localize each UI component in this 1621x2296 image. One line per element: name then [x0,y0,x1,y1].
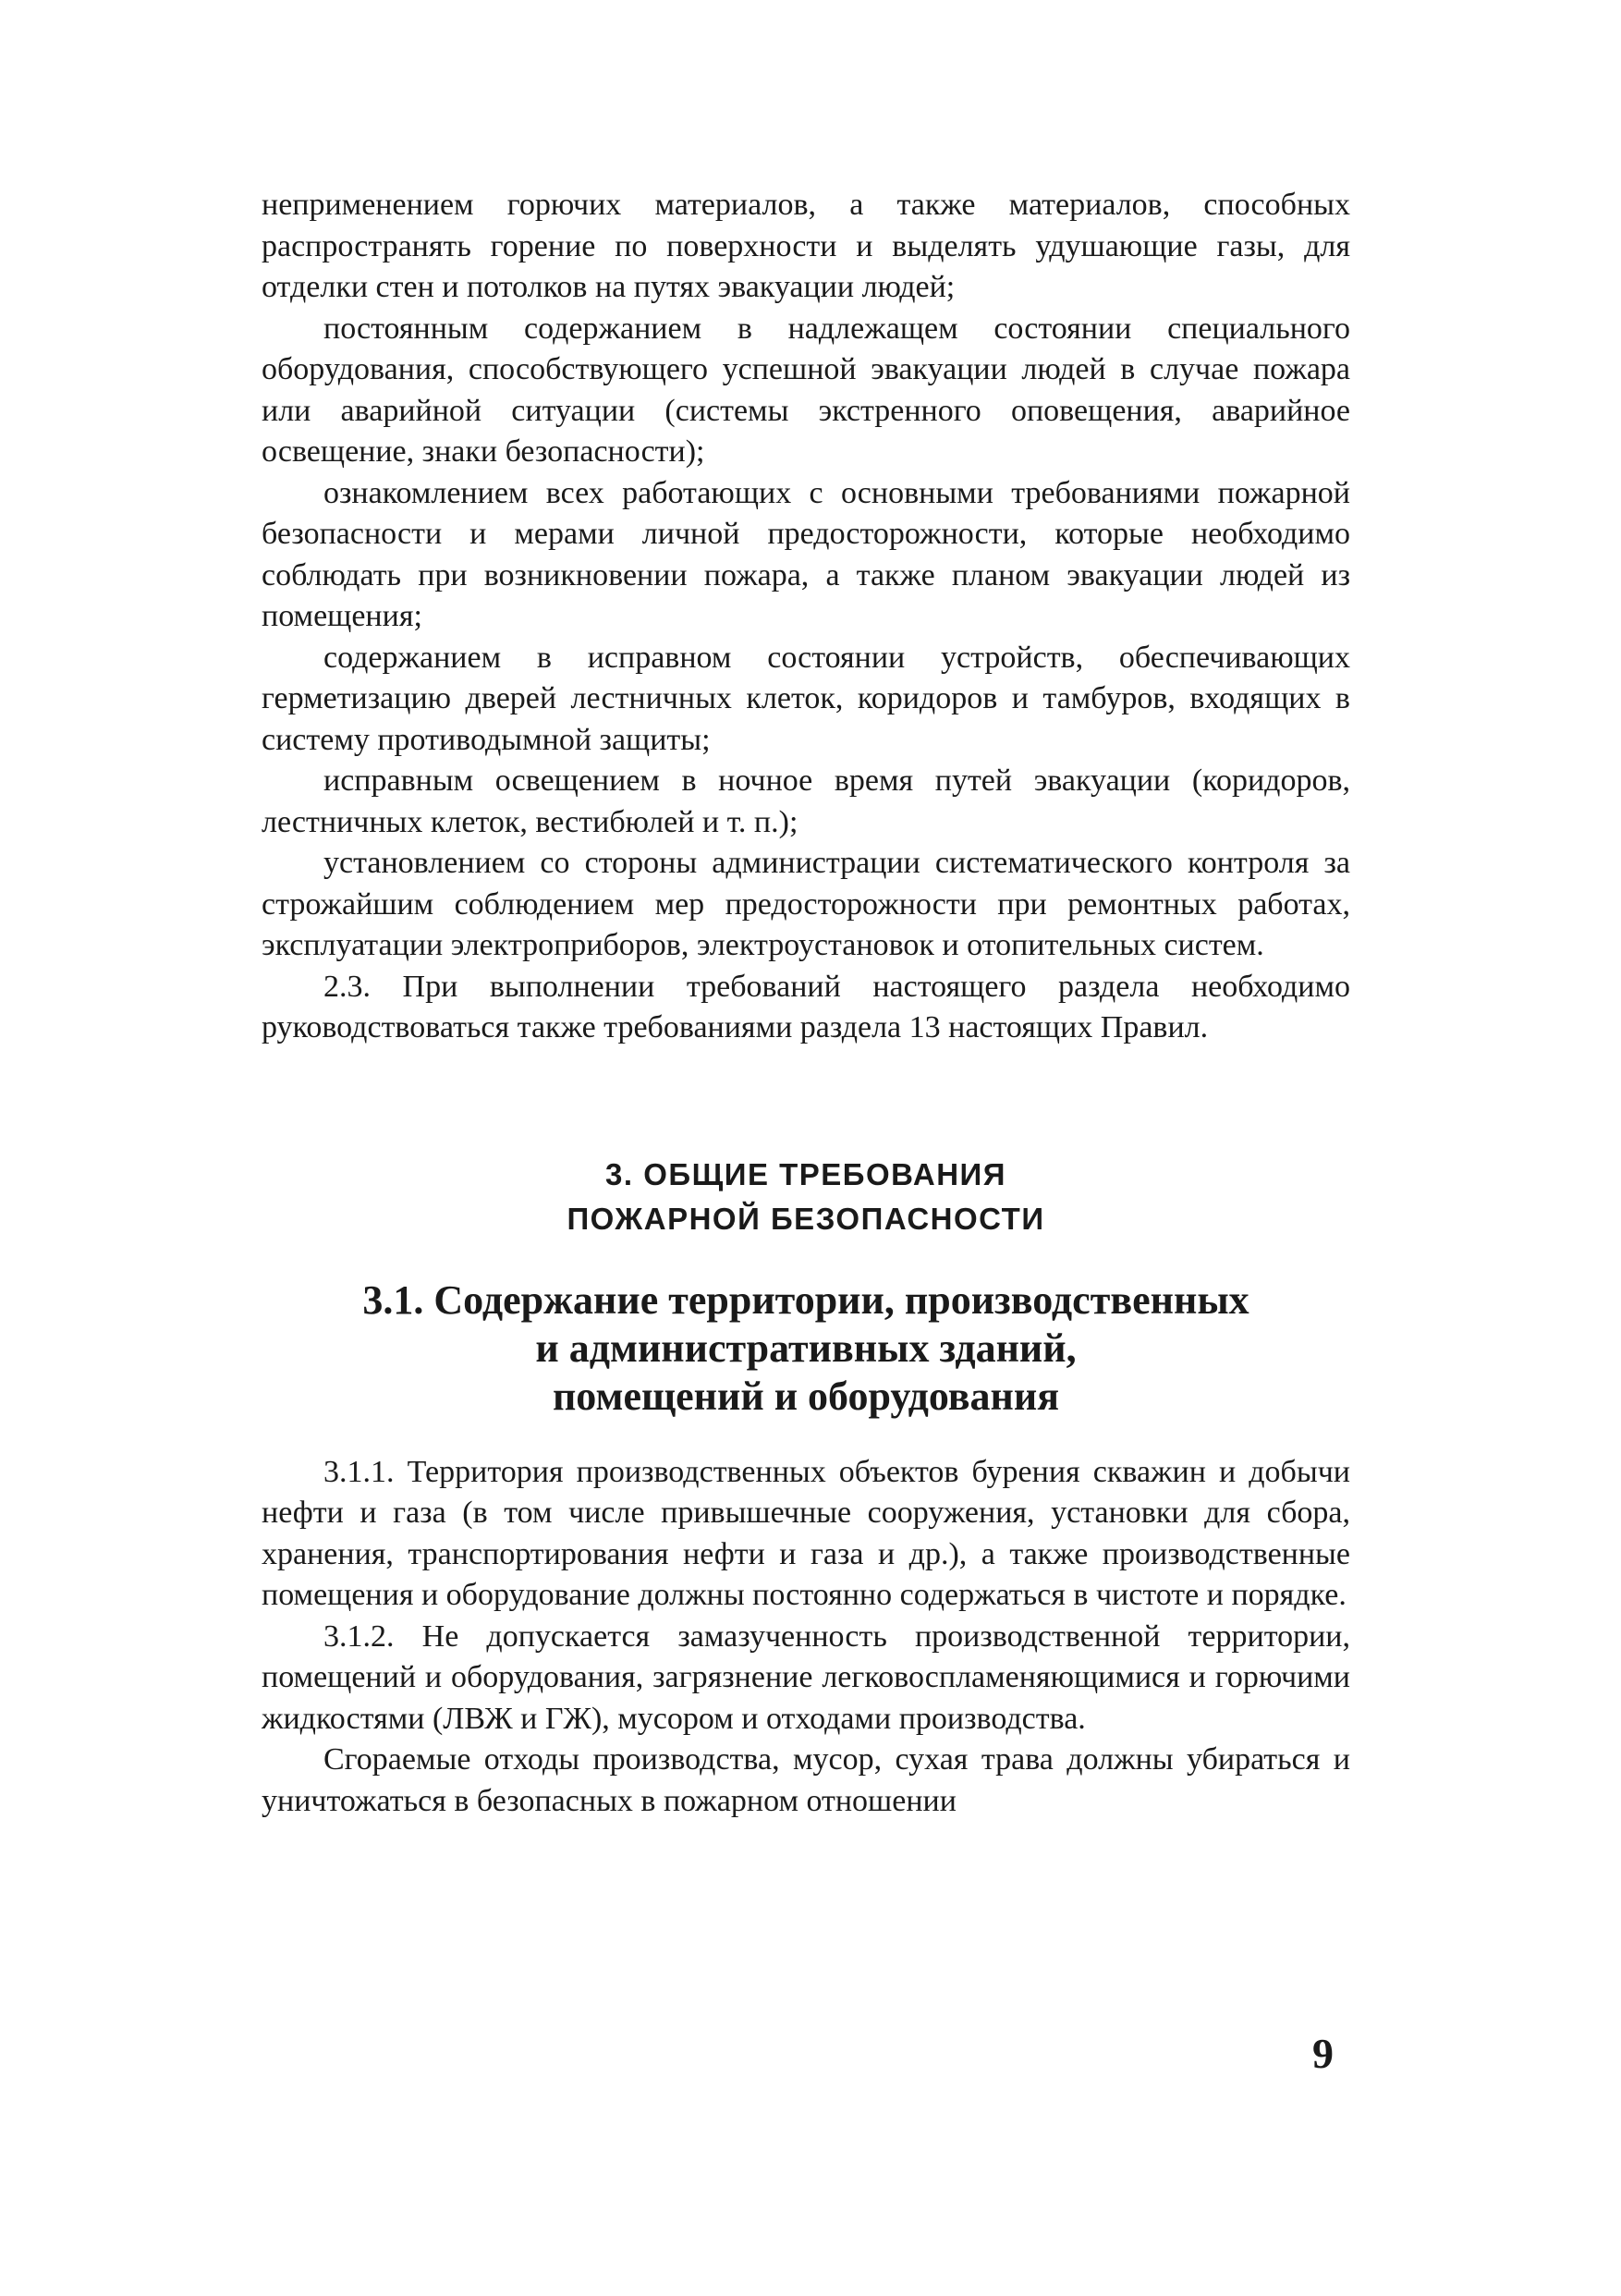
section-spacer [262,1049,1350,1153]
subsection-title-line-1: 3.1. Содержание территории, производственных [362,1276,1249,1323]
text-column [262,185,1350,1822]
subsection-title [262,1276,1350,1421]
paragraph-list-item: ознакомлением всех работающих с основными требованиями пожарной безопасности и мерами личной предосторожности, которые необходимо соблюдать при возникновении пожара, а также планом эвакуации людей из помещения; [262,475,1350,633]
paragraph-clause-3-1-1: 3.1.1. Территория производственных объектов бурения скважин и добычи нефти и газа (в том числе привышечные сооружения, установки для сбора, хранения, транспортирования нефти и газа и др.), а также производственные помещения и оборудование должны постоянно содержаться в чистоте и порядке. [262,1454,1350,1612]
paragraph-list-item: постоянным содержанием в надлежащем состоянии специального оборудования, способствующего успешной эвакуации людей в случае пожара или аварийной ситуации (системы экстренного оповещения, аварийное освещение, знаки безопасности); [262,311,1350,469]
paragraph-list-item: установлением со стороны администрации систематического контроля за строжайшим соблюдением мер предосторожности при ремонтных работах, эксплуатации электроприборов, электроустановок и отопительных систем. [262,846,1350,962]
subsection-title-line-2: и административных зданий, [535,1325,1077,1371]
page-number: 9 [1312,2030,1334,2077]
paragraph-clause-2-3: 2.3. При выполнении требований настоящего раздела необходимо руководствоваться также требованиями раздела 13 настоящих Правил. [262,969,1350,1044]
section-title [262,1153,1350,1241]
paragraph-clause-3-1-2: 3.1.2. Не допускается замазученность производственной территории, помещений и оборудования, загрязнение легковоспламеняющимися и горючими жидкостями (ЛВЖ и ГЖ), мусором и отходами производства. [262,1618,1350,1736]
paragraph-list-item: неприменением горючих материалов, а также материалов, способных распространять горение по поверхности и выделять удушающие газы, для отделки стен и потолков на путях эвакуации людей; [262,188,1350,304]
paragraph-list-item: исправным освещением в ночное время путей эвакуации (коридоров, лестничных клеток, вестибюлей и т. п.); [262,763,1350,839]
paragraph-waste: Сгораемые отходы производства, мусор, сухая трава должны убираться и уничтожаться в безопасных в пожарном отношении [262,1742,1350,1818]
section-title-line-2: ПОЖАРНОЙ БЕЗОПАСНОСТИ [567,1201,1045,1236]
subsection-title-line-3: помещений и оборудования [552,1373,1060,1419]
section-title-line-1: 3. ОБЩИЕ ТРЕБОВАНИЯ [605,1156,1006,1191]
paragraph-list-item: содержанием в исправном состоянии устройств, обеспечивающих герметизацию дверей лестничных клеток, коридоров и тамбуров, входящих в систему противодымной защиты; [262,640,1350,757]
